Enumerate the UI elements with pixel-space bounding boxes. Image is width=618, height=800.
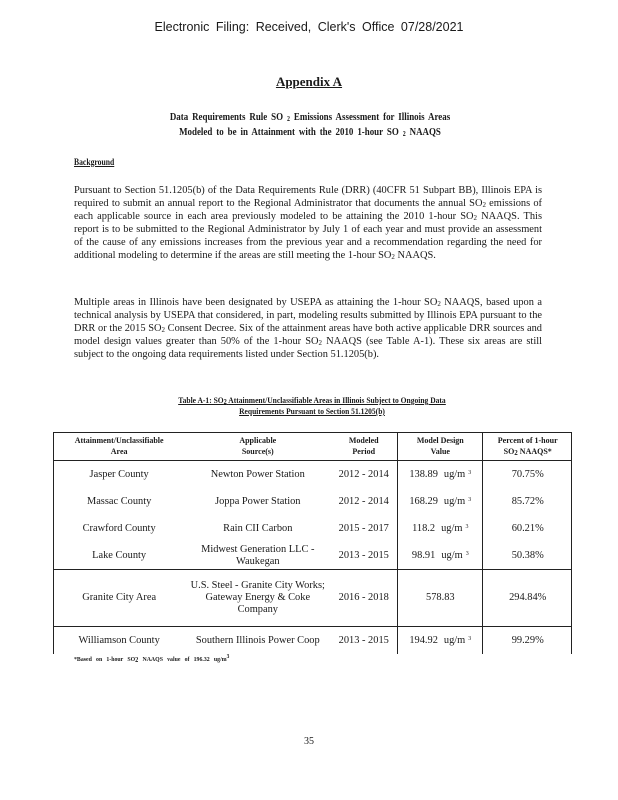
design-value-cell: 138.89 ug/m $^3$	[398, 461, 483, 489]
area-cell: Crawford County	[82, 522, 156, 534]
table-header-row	[53, 432, 572, 461]
period-cell: 2016 - 2018	[330, 570, 397, 627]
header-percent: Percent of 1-hour $SO_2$ NAAQS*	[483, 432, 572, 461]
design-value-cell: 168.29 ug/m $^3$	[398, 488, 483, 515]
design-value-cell: 194.92 ug/m $^3$	[398, 627, 483, 655]
source-cell: Joppa Power Station	[215, 495, 301, 507]
design-value-cell: 118.2 ug/m $^3$	[398, 515, 483, 542]
percent-cell: 60.21%	[483, 515, 572, 542]
table-row	[53, 515, 572, 542]
source-cell: Southern Illinois Power Coop	[185, 627, 330, 655]
page-number: 35	[304, 736, 314, 747]
period-cell: 2012 - 2014	[338, 495, 389, 507]
header-source: Applicable Source(s)	[185, 432, 330, 461]
table-footnote: *Based on 1-hour $SO_2$ NAAQS value of 196.32 $ug/m^3$	[74, 654, 230, 664]
table-row	[53, 570, 572, 627]
design-value-cell: 98.91 ug/m $^3$	[398, 542, 483, 570]
period-cell: 2012 - 2014	[338, 468, 389, 480]
document-title	[106, 110, 514, 140]
title-line-2: Modeled to be in Attainment with the 2010 1-hour SO $_2$ NAAQS	[179, 127, 441, 138]
title-line-1: Data Requirements Rule SO $_2$ Emissions Assessment for Illinois Areas	[169, 112, 451, 123]
source-cell: Midwest Generation LLC - Waukegan	[201, 543, 315, 567]
filing-stamp: Electronic Filing: Received, Clerk's Office 07/28/2021	[154, 20, 464, 34]
table-row	[53, 461, 572, 489]
percent-cell: 50.38%	[483, 542, 572, 570]
source-cell: U.S. Steel - Granite City Works; Gateway Energy & Coke Company	[185, 570, 330, 627]
percent-cell: 294.84%	[483, 570, 572, 627]
attainment-table	[53, 432, 572, 654]
percent-cell: 99.29%	[483, 627, 572, 655]
appendix-title: Appendix A	[275, 74, 343, 89]
area-cell: Granite City Area	[53, 570, 185, 627]
percent-cell: 85.72%	[483, 488, 572, 515]
period-cell: 2015 - 2017	[338, 522, 389, 534]
area-cell: Jasper County	[89, 468, 149, 480]
percent-cell: 70.75%	[483, 461, 572, 489]
table-caption: Table A-1: $SO_2$ Attainment/Unclassifiable Areas in Illinois Subject to Ongoing Data Requirements Pursuant to Section 51.1205(b)	[178, 396, 446, 416]
paragraph-attainment-areas: Multiple areas in Illinois have been designated by USEPA as attaining the 1-hour $SO_2$ NAAQS, based upon a technical analysis by USEPA that considered, in part, modeling results submitted by Illinois EPA pursuant to the DRR or the 2015 $SO_2$ Consent Decree. Six of the attainment areas have both active applicable DRR sources and model design values greater than 50% of the 1-hour $SO_2$ NAAQS (see Table A-1). These six areas are still subject to the ongoing data requirements listed under Section 51.1205(b).	[74, 297, 542, 360]
header-period: Modeled Period	[330, 432, 397, 461]
period-cell: 2013 - 2015	[338, 549, 389, 561]
period-cell: 2013 - 2015	[330, 627, 397, 655]
paragraph-background: Pursuant to Section 51.1205(b) of the Data Requirements Rule (DRR) (40CFR 51 Subpart BB), Illinois EPA is required to submit an annual report to the Regional Administrator that documents the annual $SO_2$ emissions of each applicable source in each area previously modeled to be attaining the 2010 1-hour $SO_2$ NAAQS. This report is to be submitted to the Regional Administrator by July 1 of each year and must provide an assessment of the cause of any emissions increases from the previous year and a recommendation regarding the need for additional modeling to determine if the areas are still meeting the 1-hour $SO_2$ NAAQS.	[74, 185, 543, 261]
header-design-value: Model Design Value	[398, 432, 483, 461]
table-row	[53, 488, 572, 515]
source-cell: Newton Power Station	[210, 468, 305, 480]
area-cell: Massac County	[86, 495, 152, 507]
area-cell: Lake County	[92, 549, 147, 561]
table-row	[53, 627, 572, 655]
table-row	[53, 542, 572, 570]
area-cell: Williamson County	[53, 627, 185, 655]
design-value-cell: 578.83	[398, 570, 483, 627]
source-cell: Rain CII Carbon	[223, 522, 293, 534]
header-area: Attainment/Unclassifiable Area	[53, 432, 185, 461]
background-heading: Background	[74, 157, 115, 167]
